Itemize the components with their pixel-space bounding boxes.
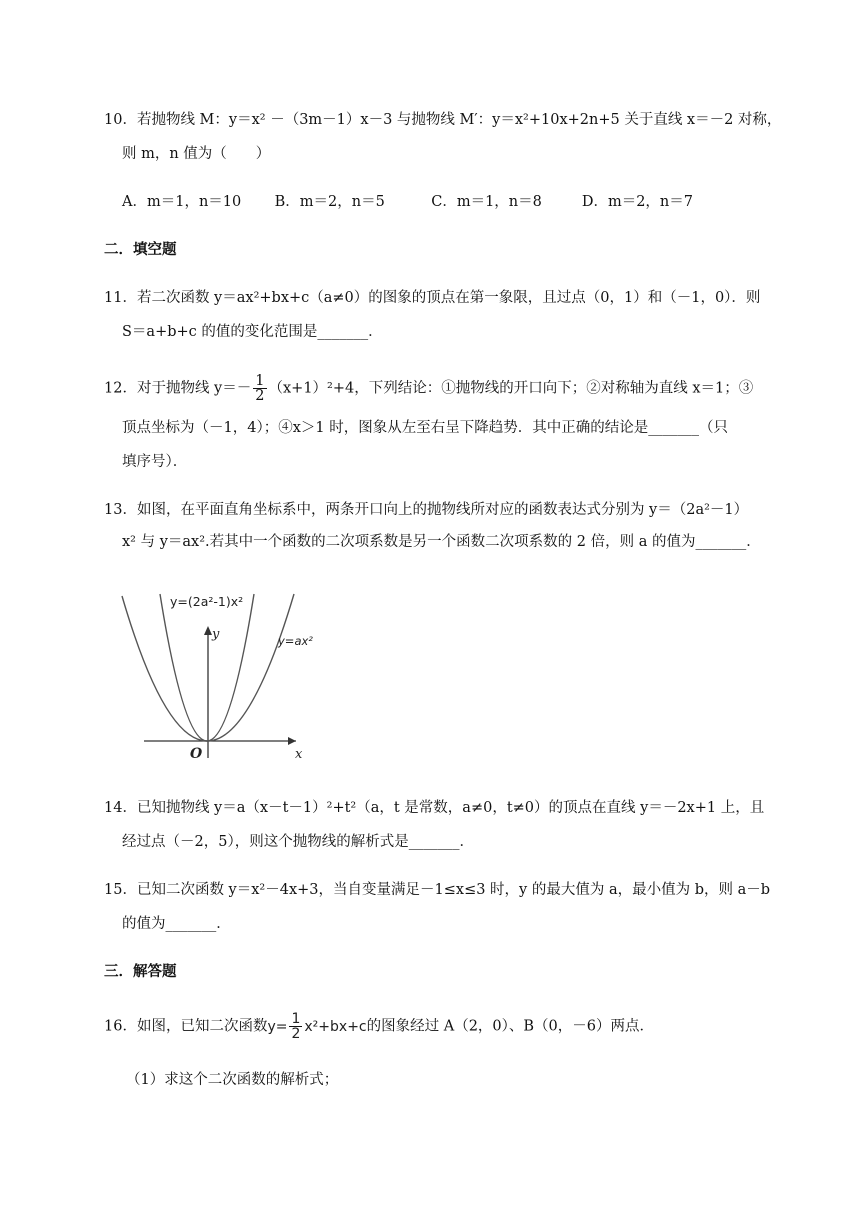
q10-line1: 10．若抛物线 M：y＝x² －（3m－1）x－3 与抛物线 M′：y＝x²+10x+2n+5 关于直线 x＝－2 对称， bbox=[104, 112, 782, 128]
q16-sub1: （1）求这个二次函数的解析式； bbox=[126, 1072, 339, 1088]
q14-line2: 经过点（－2，5），则这个抛物线的解析式是_______． bbox=[122, 834, 474, 850]
section-solution-heading: 三．解答题 bbox=[104, 963, 177, 980]
q11-line2: S＝a+b+c 的值的变化范围是_______． bbox=[122, 324, 383, 340]
q16-fraction-den: 2 bbox=[291, 1026, 301, 1042]
q10-choice-d: D．m＝2，n＝7 bbox=[581, 194, 693, 210]
q11-line1: 11．若二次函数 y＝ax²+bx+c（a≠0）的图象的顶点在第一象限，且过点（0，1）和（－1，0）．则 bbox=[104, 290, 761, 306]
q16-formula bbox=[267, 1011, 367, 1042]
q12-fraction-den: 2 bbox=[255, 388, 265, 404]
q10-choice-c: C．m＝1，n＝8 bbox=[431, 194, 542, 210]
q12-line1 bbox=[104, 374, 753, 403]
q16-fraction-num: 1 bbox=[291, 1011, 301, 1027]
q13-line2: x² 与 y＝ax².若其中一个函数的二次项系数是另一个函数二次项系数的 2 倍，则 a 的值为_______． bbox=[122, 534, 761, 550]
q10-choice-b: B．m＝2，n＝5 bbox=[274, 194, 385, 210]
label-y-axis: y bbox=[212, 627, 220, 642]
q14-line1: 14．已知抛物线 y＝a（x－t－1）²+t²（a，t 是常数，a≠0，t≠0）的顶点在直线 y＝－2x+1 上，且 bbox=[104, 800, 765, 816]
q13-line1: 13．如图，在平面直角坐标系中，两条开口向上的抛物线所对应的函数表达式分别为 y＝（2a²－1） bbox=[104, 502, 749, 518]
parabola-graph bbox=[118, 588, 313, 766]
label-wide-parabola: y=ax² bbox=[278, 634, 313, 648]
q16-line1 bbox=[104, 1012, 654, 1041]
q16-pre: 16．如图，已知二次函数 bbox=[104, 1018, 268, 1035]
q12-line1-post: （x+1）²+4，下列结论：①抛物线的开口向下；②对称轴为直线 x＝1；③ bbox=[268, 380, 754, 397]
q15-line2: 的值为_______． bbox=[122, 916, 231, 932]
section-fill-in-heading: 二．填空题 bbox=[104, 241, 177, 258]
q12-line3: 填序号）． bbox=[122, 454, 188, 470]
q12-fraction-num: 1 bbox=[255, 373, 265, 389]
q10-choices bbox=[122, 192, 693, 212]
q15-line1: 15．已知二次函数 y＝x²－4x+3，当自变量满足－1≤x≤3 时，y 的最大值为 a，最小值为 b，则 a－b bbox=[104, 882, 771, 898]
q16-fraction bbox=[289, 1012, 302, 1041]
q13-figure bbox=[118, 588, 313, 766]
q12-fraction bbox=[253, 374, 266, 403]
q12-line2: 顶点坐标为（－1，4）；④x＞1 时，图象从左至右呈下降趋势．其中正确的结论是_______（只 bbox=[122, 420, 728, 436]
q10-line2: 则 m，n 值为（ ） bbox=[122, 146, 271, 162]
q12-line1-pre: 12．对于抛物线 y＝－ bbox=[104, 380, 252, 397]
q10-choice-a: A．m＝1，n＝10 bbox=[122, 194, 242, 210]
label-x-axis: x bbox=[295, 747, 303, 762]
q16-formula-pre: y= bbox=[267, 1018, 288, 1035]
y-axis-arrow bbox=[204, 626, 212, 635]
q16-post: 的图象经过 A（2，0）、B（0，－6）两点． bbox=[366, 1018, 655, 1035]
label-narrow-parabola: y=(2a²-1)x² bbox=[170, 594, 244, 609]
label-origin: O bbox=[190, 746, 203, 762]
q16-formula-post: x²+bx+c bbox=[304, 1018, 367, 1035]
x-axis-arrow bbox=[288, 737, 296, 745]
